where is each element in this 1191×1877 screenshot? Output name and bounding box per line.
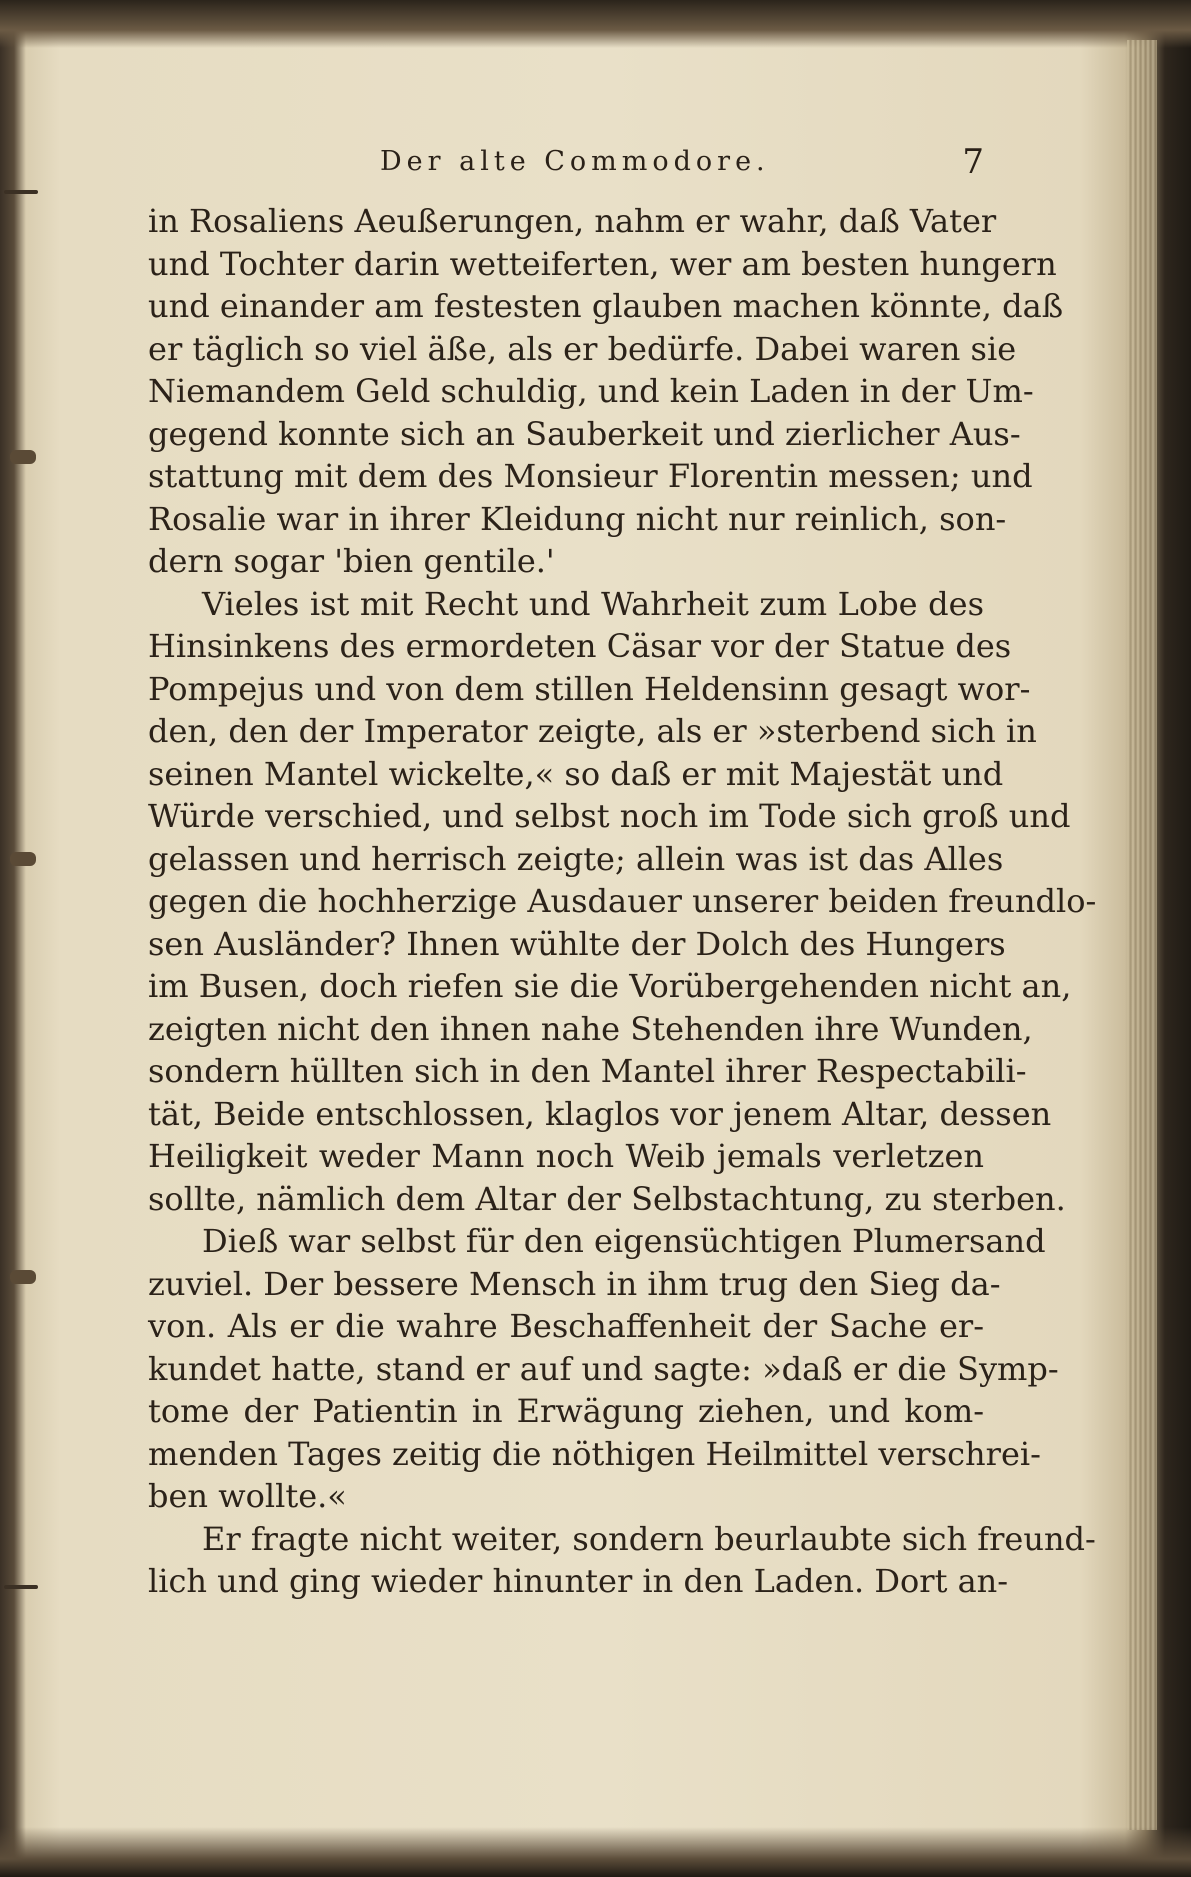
text-line: Pompejus und von dem stillen Heldensinn gesagt wor- — [148, 669, 1031, 708]
text-line: sollte, nämlich dem Altar der Selbstachtung, zu sterben. — [148, 1179, 1066, 1218]
text-line: menden Tages zeitig die nöthigen Heilmittel verschrei- — [148, 1434, 1041, 1473]
text-line: lich und ging wieder hinunter in den Laden. Dort an- — [148, 1562, 1009, 1600]
binding-knot — [10, 1270, 36, 1284]
text-line: dern sogar 'bien gentile.' — [148, 542, 555, 580]
page-number: 7 — [962, 142, 984, 182]
text-line: zeigten nicht den ihnen nahe Stehenden ihre Wunden, — [148, 1009, 1033, 1048]
text-line: im Busen, doch riefen sie die Vorübergehenden nicht an, — [148, 967, 1072, 1005]
binding-knot — [10, 450, 36, 464]
text-line: Niemandem Geld schuldig, und kein Laden in der Um- — [148, 372, 1034, 410]
paragraph-start-line: Vieles ist mit Recht und Wahrheit zum Lobe des — [202, 584, 984, 623]
text-line: gelassen und herrisch zeigte; allein was ist das Alles — [148, 839, 1004, 878]
paragraph-start-line: Er fragte nicht weiter, sondern beurlaubte sich freund- — [202, 1519, 1096, 1558]
text-line: gegend konnte sich an Sauberkeit und zierlicher Aus- — [148, 414, 1021, 453]
page-header — [148, 142, 984, 186]
text-line: Rosalie war in ihrer Kleidung nicht nur reinlich, son- — [148, 499, 1007, 538]
text-line: sen Ausländer? Ihnen wühlte der Dolch des Hungers — [148, 924, 1006, 963]
text-line: er täglich so viel äße, als er bedürfe. Dabei waren sie — [148, 329, 1017, 368]
text-line: Würde verschied, und selbst noch im Tode sich groß und — [148, 797, 1071, 835]
text-line: und Tochter darin wetteiferten, wer am besten hungern — [148, 244, 1057, 283]
text-line: seinen Mantel wickelte,« so daß er mit Majestät und — [148, 754, 1004, 793]
text-line: gegen die hochherzige Ausdauer unserer beiden freundlo- — [148, 882, 1097, 920]
body-text — [148, 200, 1097, 1603]
text-line: tät, Beide entschlossen, klaglos vor jenem Altar, dessen — [148, 1094, 1052, 1133]
top-edge-shadow — [0, 0, 1191, 48]
page-edges — [1127, 40, 1157, 1830]
text-line: Hinsinkens des ermordeten Cäsar vor der Statue des — [148, 627, 1012, 665]
text-line: ben wollte.« — [148, 1477, 347, 1515]
text-line: von. Als er die wahre Beschaffenheit der Sache er- — [148, 1307, 984, 1345]
text-line: in Rosaliens Aeußerungen, nahm er wahr, daß Vater — [148, 202, 997, 240]
binding-thread — [4, 1585, 38, 1589]
text-line: tome der Patientin in Erwägung ziehen, und kom- — [148, 1392, 984, 1430]
paragraph-start-line: Dieß war selbst für den eigensüchtigen Plumersand — [202, 1222, 1046, 1260]
text-line: den, den der Imperator zeigte, als er »sterbend sich in — [148, 712, 1037, 750]
text-line: kundet hatte, stand er auf und sagte: »daß er die Symp- — [148, 1349, 1059, 1388]
text-line: zuviel. Der bessere Mensch in ihm trug den Sieg da- — [148, 1264, 1001, 1303]
text-line: Heiligkeit weder Mann noch Weib jemals verletzen — [148, 1137, 984, 1175]
text-line: und einander am festesten glauben machen könnte, daß — [148, 287, 1064, 325]
binding-thread — [4, 190, 38, 194]
running-title: Der alte Commodore. — [380, 146, 770, 177]
text-line: stattung mit dem des Monsieur Florentin messen; und — [148, 457, 1033, 495]
bottom-edge-shadow — [0, 1827, 1191, 1877]
text-line: sondern hüllten sich in den Mantel ihrer Respectabili- — [148, 1052, 1027, 1090]
binding-knot — [10, 852, 36, 866]
